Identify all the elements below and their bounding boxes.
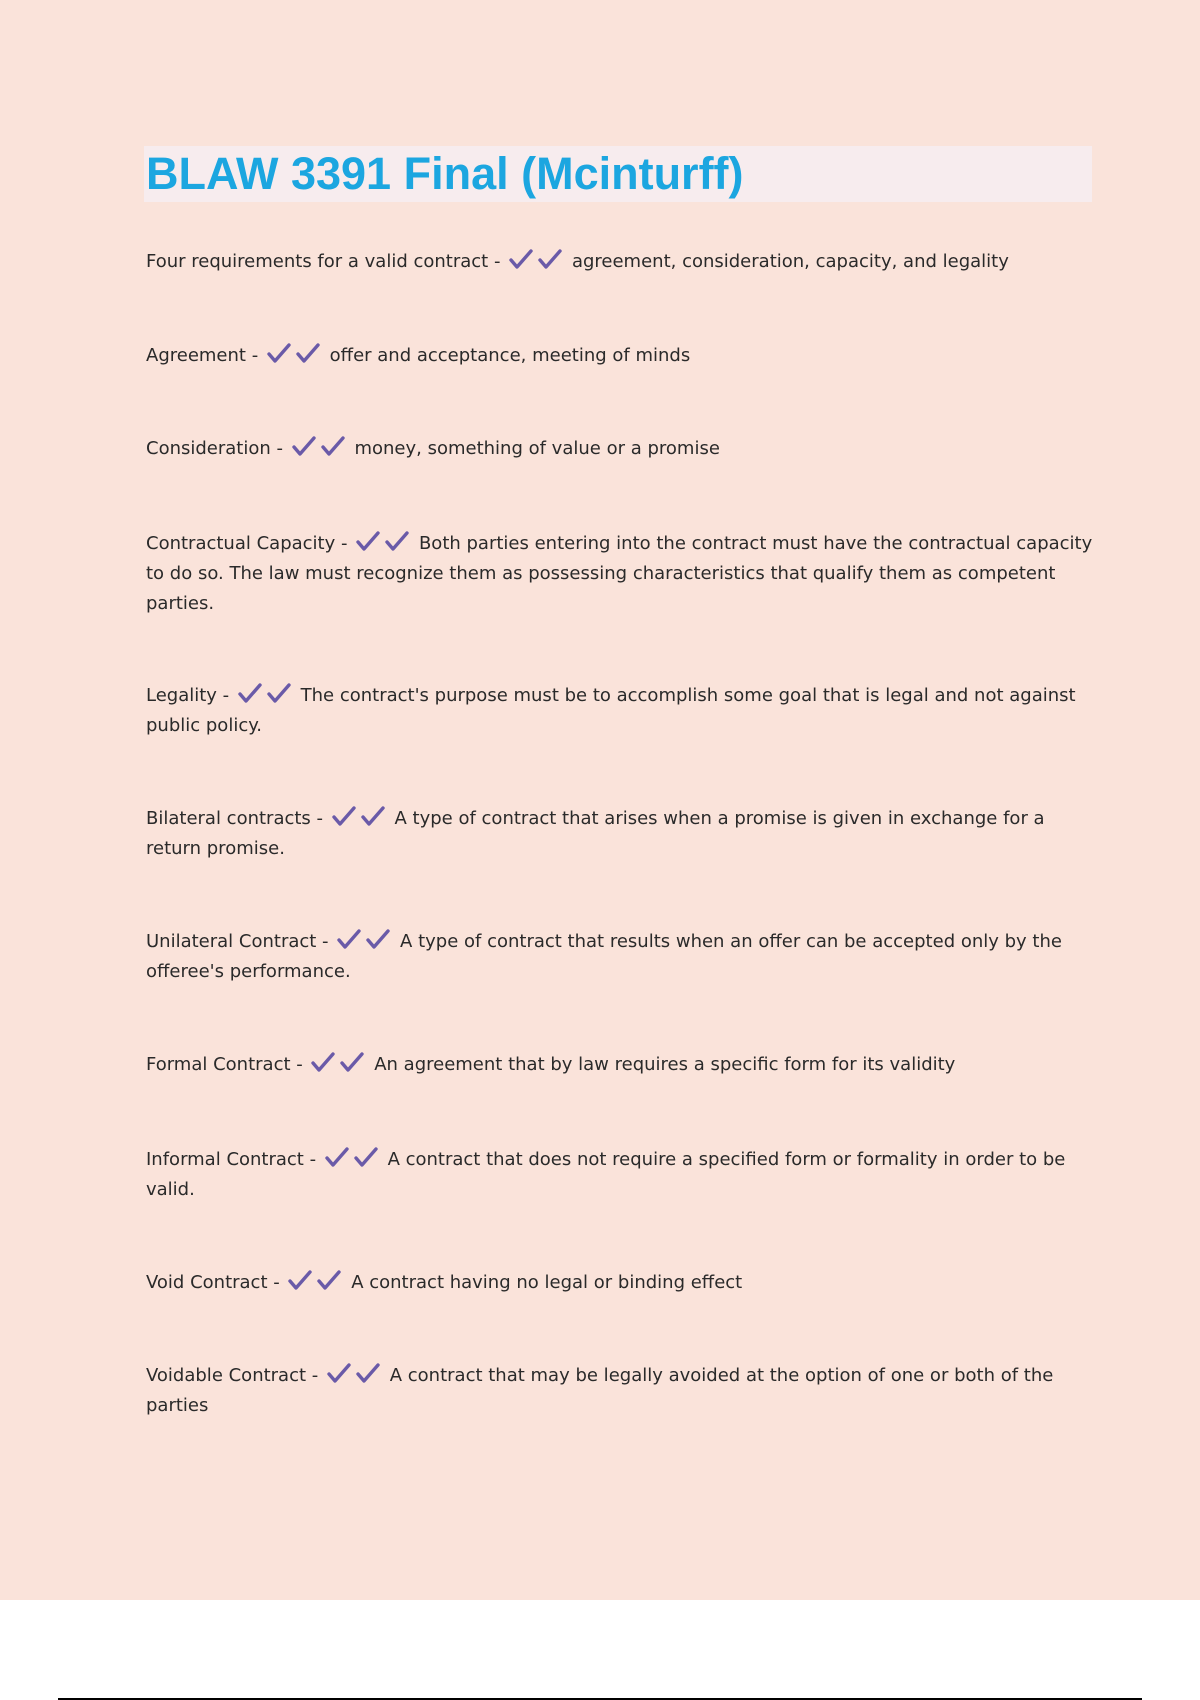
- check-icon: [508, 248, 534, 270]
- entry-term: Unilateral Contract -: [146, 931, 329, 952]
- entry-definition: An agreement that by law requires a specific form for its validity: [374, 1054, 956, 1075]
- entry-contractual-capacity: [146, 529, 1096, 619]
- entry-agreement: [146, 341, 1096, 371]
- check-icon: [353, 1146, 379, 1168]
- double-check-icons: [310, 1051, 365, 1073]
- check-icon: [365, 928, 391, 950]
- entry-definition: Both parties entering into the contract must have the contractual capacity to do so. The law must recognize them as possessing characteristics that qualify them as competent parties.: [146, 533, 1093, 614]
- check-icon: [331, 805, 357, 827]
- entry-informal-contract: [146, 1145, 1096, 1205]
- entry-void-contract: [146, 1268, 1096, 1298]
- entry-definition: The contract's purpose must be to accomplish some goal that is legal and not against public policy.: [146, 685, 1076, 736]
- entry-formal-contract: [146, 1050, 1096, 1080]
- check-icon: [355, 530, 381, 552]
- check-icon: [336, 928, 362, 950]
- entry-legality: [146, 681, 1096, 741]
- check-icon: [384, 530, 410, 552]
- entry-term: Contractual Capacity -: [146, 533, 348, 554]
- entry-term: Bilateral contracts -: [146, 808, 324, 829]
- entry-definition: A type of contract that results when an offer can be accepted only by the offeree's performance.: [146, 931, 1062, 982]
- entry-definition: A contract having no legal or binding effect: [351, 1272, 743, 1293]
- entry-term: Voidable Contract -: [146, 1365, 319, 1386]
- double-check-icons: [331, 805, 386, 827]
- entry-consideration: [146, 434, 1096, 464]
- check-icon: [316, 1269, 342, 1291]
- check-icon: [320, 435, 346, 457]
- check-icon: [266, 682, 292, 704]
- entry-unilateral-contract: [146, 927, 1096, 987]
- entry-four-requirements: [146, 247, 1096, 277]
- entry-term: Legality -: [146, 685, 230, 706]
- entry-term: Formal Contract -: [146, 1054, 303, 1075]
- double-check-icons: [355, 530, 410, 552]
- double-check-icons: [266, 342, 321, 364]
- entry-definition: A contract that does not require a specified form or formality in order to be valid.: [146, 1149, 1066, 1200]
- double-check-icons: [326, 1362, 381, 1384]
- entry-definition: A type of contract that arises when a promise is given in exchange for a return promise.: [146, 808, 1045, 859]
- check-icon: [287, 1269, 313, 1291]
- double-check-icons: [287, 1269, 342, 1291]
- check-icon: [324, 1146, 350, 1168]
- check-icon: [237, 682, 263, 704]
- entry-definition: money, something of value or a promise: [354, 438, 720, 459]
- entry-definition: agreement, consideration, capacity, and legality: [571, 251, 1009, 272]
- check-icon: [537, 248, 563, 270]
- entry-definition: offer and acceptance, meeting of minds: [329, 345, 691, 366]
- entry-voidable-contract: [146, 1361, 1096, 1421]
- document-title: BLAW 3391 Final (Mcinturff): [146, 148, 744, 199]
- check-icon: [310, 1051, 336, 1073]
- entry-bilateral-contracts: [146, 804, 1096, 864]
- double-check-icons: [508, 248, 563, 270]
- check-icon: [266, 342, 292, 364]
- entry-term: Four requirements for a valid contract -: [146, 251, 501, 272]
- entry-term: Consideration -: [146, 438, 283, 459]
- check-icon: [295, 342, 321, 364]
- footer-divider: [58, 1698, 1142, 1700]
- entry-term: Informal Contract -: [146, 1149, 317, 1170]
- double-check-icons: [324, 1146, 379, 1168]
- check-icon: [339, 1051, 365, 1073]
- check-icon: [326, 1362, 352, 1384]
- check-icon: [355, 1362, 381, 1384]
- check-icon: [291, 435, 317, 457]
- entry-definition: A contract that may be legally avoided at the option of one or both of the parties: [146, 1365, 1054, 1416]
- double-check-icons: [336, 928, 391, 950]
- double-check-icons: [291, 435, 346, 457]
- check-icon: [360, 805, 386, 827]
- double-check-icons: [237, 682, 292, 704]
- entry-term: Agreement -: [146, 345, 259, 366]
- entry-term: Void Contract -: [146, 1272, 280, 1293]
